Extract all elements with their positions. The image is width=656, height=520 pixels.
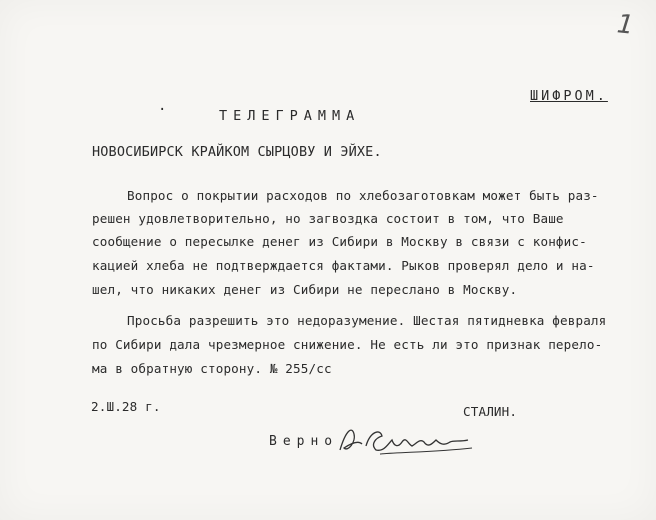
stray-dot-mark: · (158, 102, 167, 118)
body-line-7: по Сибири дала чрезмерное снижение. Не есть ли это признак перело- (92, 337, 603, 352)
addressee-line: НОВОСИБИРСК КРАЙКОМ СЫРЦОВУ И ЭЙХЕ. (92, 144, 382, 160)
body-line-3: сообщение о пересылке денег из Сибири в Москву в связи с конфис- (92, 234, 587, 249)
page-number: 1 (615, 9, 636, 41)
body-line-6: Просьба разрешить это недоразумение. Шестая пятидневка февраля (127, 313, 607, 328)
signer-name: СТАЛИН. (463, 404, 518, 419)
date-line: 2.Ш.28 г. (91, 399, 161, 414)
body-line-4: кацией хлеба не подтверждается фактами. Рыков проверял дело и на- (92, 258, 595, 273)
handwritten-signature (336, 422, 476, 458)
cipher-mark: ШИФРОМ. (530, 88, 608, 104)
body-line-8: ма в обратную сторону. № 255/сс (92, 361, 332, 376)
body-line-1: Вопрос о покрытии расходов по хлебозаготовкам может быть раз- (127, 188, 599, 203)
document-type-heading: ТЕЛЕГРАММА (219, 108, 361, 124)
body-line-5: шел, что никаких денег из Сибири не переслано в Москву. (92, 282, 518, 297)
body-line-2: решен удовлетворительно, но загвоздка состоит в том, что Ваше (92, 211, 564, 226)
certified-label: Верно (269, 434, 339, 449)
